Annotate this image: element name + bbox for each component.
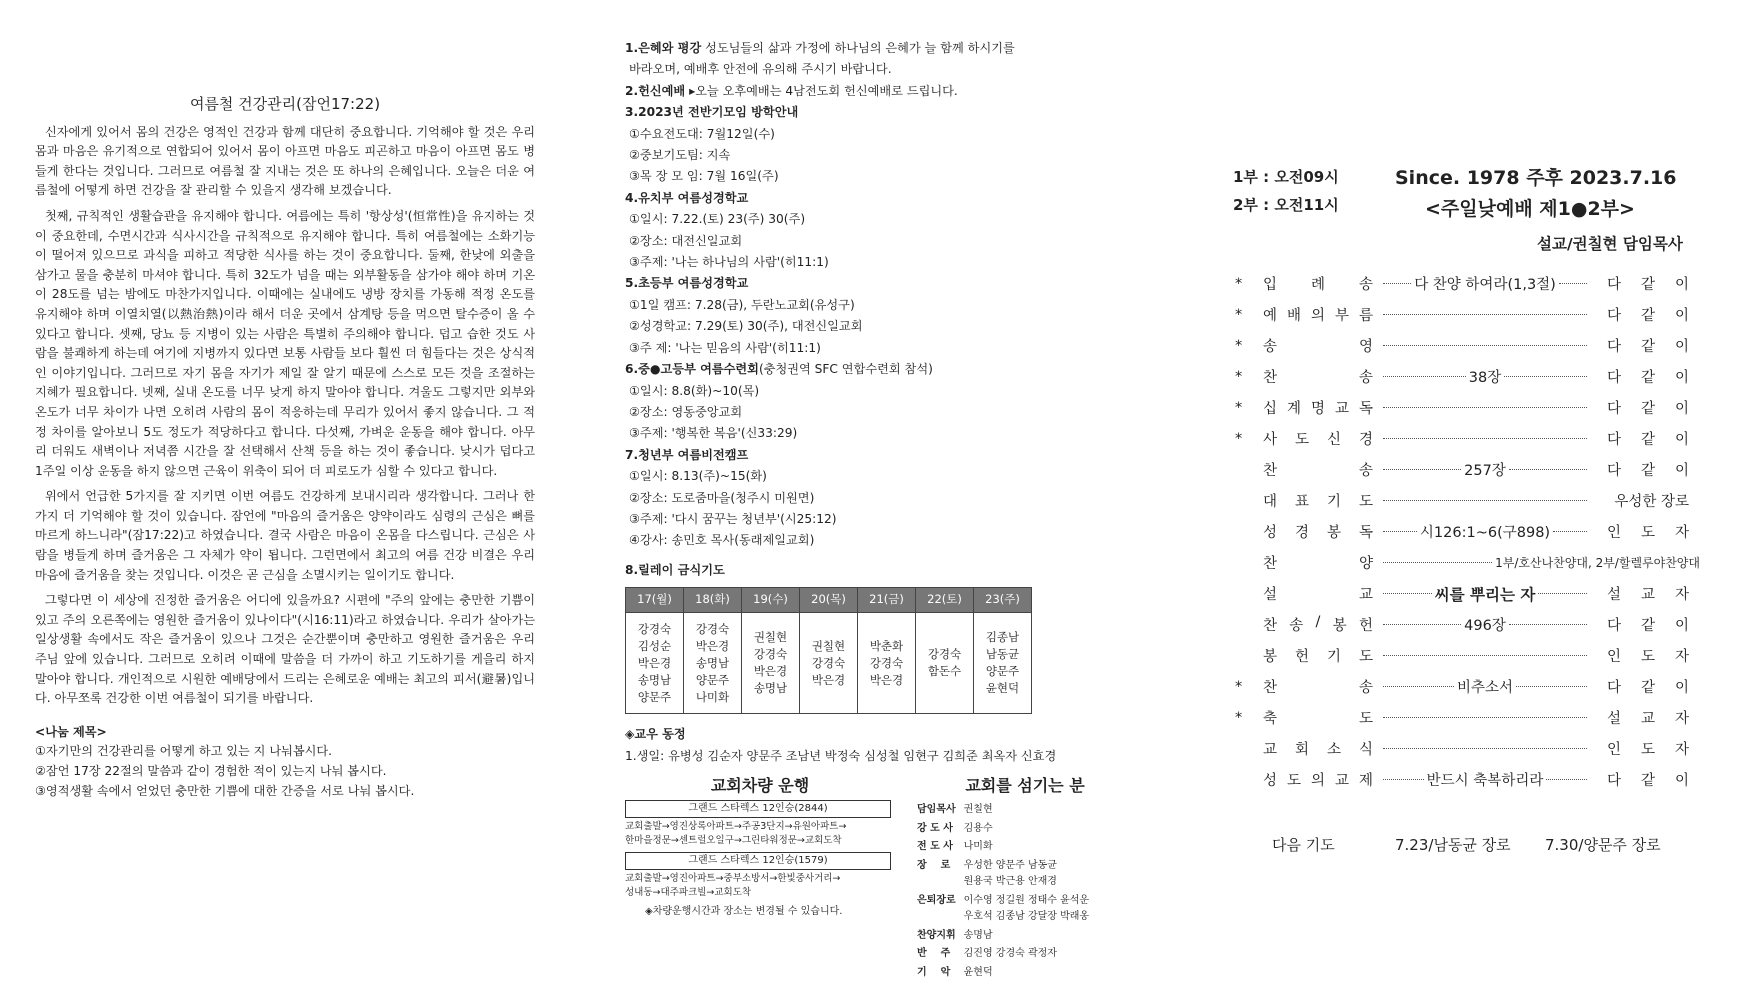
- order-item-detail-text: 시126:1~6(구898): [1419, 525, 1551, 541]
- minister-role: 강 도 사: [917, 822, 953, 834]
- relay-day-header: 23(주): [974, 588, 1032, 613]
- announcement-text: ▸오늘 오후예배는 4남전도회 헌신예배로 드립니다.: [685, 83, 958, 98]
- announcement-heading: 2.헌신예배: [625, 83, 686, 98]
- announcement-text: ④강사: 송민호 목사(동래제일교회): [629, 533, 815, 548]
- announcement-text: 성도님들의 삶과 가정에 하나님의 은혜가 늘 함께 하시기를: [701, 41, 1015, 55]
- news-line: 1.생일: 유병성 김순자 양문주 조남년 박정숙 심성철 임현구 김희준 최옥자 신효경: [625, 748, 1057, 763]
- order-item-leader: 다 같 이: [1607, 308, 1689, 324]
- order-item-leader: 인 도 자: [1607, 742, 1689, 758]
- minister-names: 나미화: [963, 841, 993, 853]
- preacher: 설교/권칠현 담임목사: [1537, 235, 1683, 253]
- order-item-detail: [1380, 273, 1590, 294]
- order-row: [1235, 609, 1695, 640]
- order-row: [1235, 702, 1695, 733]
- vehicle-title: 교회차량 운행: [710, 775, 810, 795]
- order-item-name: 찬 송: [1263, 680, 1373, 696]
- minister-names: 윤현덕: [963, 966, 993, 978]
- stand-marker: *: [1235, 430, 1243, 447]
- announcement-text: ②성경학교: 7.29(토) 30(주), 대전신일교회: [629, 319, 863, 334]
- order-item-detail: [1380, 521, 1590, 542]
- question-item: ②잠언 17장 22절의 말씀과 같이 경험한 적이 있는지 나눠 봅시다.: [35, 764, 387, 778]
- order-item-detail: [1380, 314, 1590, 315]
- minister-names: 송명남: [963, 929, 993, 941]
- relay-day-header: 19(수): [742, 588, 800, 613]
- vehicle-header: 그랜드 스타렉스 12인승(2844): [625, 800, 891, 818]
- ministers-table: [915, 800, 1097, 983]
- announcement-line: [625, 102, 1145, 123]
- order-item-leader: 다 같 이: [1607, 401, 1689, 417]
- order-item-detail: [1380, 614, 1590, 635]
- order-row: [1235, 299, 1695, 330]
- announcement-text: ①일시: 8.13(주)~15(화): [629, 469, 767, 484]
- bottom-boxes: [625, 775, 1145, 978]
- announcement-text: ①수요전도대: 7월12일(수): [629, 126, 775, 141]
- announcement-text: ①일시: 8.8(화)~10(목): [629, 383, 760, 398]
- order-item-name: 교 회 소 식: [1263, 742, 1373, 758]
- order-row: [1235, 733, 1695, 764]
- minister-names: 김용수: [963, 822, 993, 834]
- minister-names: 이수영 정길원 정태수 윤석운 우호석 김종남 강달장 박래옹: [963, 894, 1090, 923]
- next-prayer-label: 다음 기도: [1272, 836, 1335, 854]
- announcement-line: [625, 231, 1145, 252]
- article-paragraph: 신자에게 있어서 몸의 건강은 영적인 건강과 함께 대단히 중요합니다. 기억해야 할 것은 우리 몸과 마음은 유기적으로 연합되어 있어서 몸이 아프면 마음도 피곤하고 마음이 아프면 몸도 병들게 한다는 것입니다. 그러므로 여름철 잘 지내는 것은 또 하나의 은혜입니다. 오늘은 더운 여름철에 어떻게 하면 건강을 잘 관리할 수 있을지 생각해 보겠습니다.: [35, 124, 535, 198]
- minister-role: 장 로: [917, 859, 951, 871]
- order-item-name: 봉 헌 기 도: [1263, 649, 1373, 665]
- order-item-name: 성 경 봉 독: [1263, 525, 1373, 541]
- order-row: [1235, 578, 1695, 609]
- order-item-leader: 다 같 이: [1607, 370, 1689, 386]
- order-item-name: 사 도 신 경: [1263, 432, 1373, 448]
- stand-marker: *: [1235, 275, 1243, 292]
- minister-role: 기 악: [917, 966, 951, 978]
- ministers-section: [915, 775, 1135, 983]
- announcement-line: [625, 488, 1145, 509]
- announcement-line: [625, 445, 1145, 466]
- order-item-detail: [1380, 676, 1590, 697]
- order-item-detail: [1380, 769, 1590, 790]
- relay-names-cell: 강경숙 박은경 송명남 양문주 나미화: [684, 613, 742, 714]
- order-of-worship: [1235, 268, 1700, 795]
- order-item-leader: 다 같 이: [1607, 680, 1689, 696]
- announcement-line: [625, 59, 1145, 80]
- minister-role: 전 도 사: [917, 841, 953, 853]
- order-item-detail-text: 비추소서: [1456, 680, 1514, 696]
- relay-names-cell: 강경숙 김성순 박은경 송명남 양문주: [626, 613, 684, 714]
- relay-names-cell: 권칠현 강경숙 박은경 송명남: [742, 613, 800, 714]
- relay-names-cell: 김종남 남동균 양문주 윤현덕: [974, 613, 1032, 714]
- order-item-detail: [1380, 366, 1590, 387]
- order-item-detail: [1380, 500, 1590, 501]
- news-title: ◈교우 동정: [625, 727, 686, 742]
- minister-names: 김진영 강경숙 곽정자: [963, 948, 1057, 960]
- order-item-leader: 우성한 장로: [1614, 494, 1689, 510]
- minister-role: 은퇴장로: [917, 894, 956, 906]
- questions-title: <나눔 제목>: [35, 724, 107, 739]
- announcement-text: ③주제: '다시 꿈꾸는 청년부'(시25:12): [629, 511, 837, 526]
- announcement-text: ②중보기도팀: 지속: [629, 148, 731, 163]
- article-title: 여름철 건강관리(잠언17:22): [189, 95, 381, 113]
- order-row: [1235, 423, 1695, 454]
- order-item-leader: 설 교 자: [1607, 711, 1689, 727]
- order-row: [1235, 516, 1695, 547]
- relay-names-cell: 권칠현 강경숙 박은경: [800, 613, 858, 714]
- order-item-leader: 다 같 이: [1607, 463, 1689, 479]
- order-item-detail: [1380, 438, 1590, 439]
- order-item-leader: 다 같 이: [1607, 339, 1689, 355]
- order-item-detail: [1380, 407, 1590, 408]
- announcement-text: 바라오며, 예배후 안전에 유의해 주시기 바랍니다.: [629, 62, 892, 77]
- service-time-1: 1부 : 오전09시: [1233, 168, 1339, 186]
- announcement-line: [625, 124, 1145, 145]
- announcement-line: [625, 381, 1145, 402]
- order-item-detail-text: 38장: [1468, 370, 1502, 386]
- announcement-line: [625, 252, 1145, 273]
- order-item-detail-text: 1부/호산나찬양대, 2부/할렐루야찬양대: [1495, 556, 1700, 570]
- order-item-detail: [1380, 554, 1700, 571]
- vehicle-header: 그랜드 스타렉스 12인승(1579): [625, 852, 891, 870]
- announcement-text: ①1일 캠프: 7.28(금), 두란노교회(유성구): [629, 297, 855, 312]
- order-item-name: 찬 송 / 봉 헌: [1263, 614, 1373, 634]
- order-item-detail: [1380, 345, 1590, 346]
- health-article: [35, 95, 535, 801]
- minister-role: 찬양지휘: [917, 929, 956, 941]
- order-item-detail: [1380, 748, 1590, 749]
- minister-names: 권칠현: [963, 804, 993, 816]
- order-item-name: 송 영: [1263, 339, 1373, 355]
- since-date: Since. 1978 주후 2023.7.16: [1395, 167, 1677, 189]
- article-paragraph: 첫째, 규칙적인 생활습관을 유지해야 합니다. 여름에는 특히 '항상성'(恒常性)을 유지하는 것이 중요한데, 수면시간과 식사시간을 규칙적으로 유지해야 합니다. 특히 여름철에는 소화기능이 떨어져 있으므로 과식을 피하고 적당한 식사를 하는 것이 중요합니다. 둘째, 한낮에 외출을 삼가고 물을 충분히 마셔야 합니다. 특히 32도가 넘을 때는 외부활동을 삼가야 해야 하며 기온이 28도를 넘는 밤에도 마찬가지입니다. 이때에는 실내에도 냉방 장치를 가동해 적정 온도를 유지해야 하며 이열치열(以熱治熱)이라 해서 더운 곳에서 삼계탕 등을 먹으면 탈수증이 올 수 있다고 합니다. 셋째, 당뇨 등 지병이 있는 사람은 특별히 주의해야 합니다. 덥고 습한 것도 사람을 불쾌하게 하는데 여기에 지병까지 있다면 보통 사람들 보다 훨씬 더 힘들다는 것은 상식적인 이야기입니다. 그러므로 자기 몸을 자기가 제일 잘 알기 때문에 스스로 모든 것을 조절하는 지혜가 필요합니다. 넷째, 실내 온도를 너무 낮게 하지 말아야 합니다. 겨울도 그렇지만 외부와 온도가 너무 차이가 나면 오히려 사람의 몸이 적응하는데 무리가 있어서 좋지 않습니다. 그 적정 차이를 알아보니 5도 정도가 적당하다고 합니다. 다섯째, 가벼운 운동을 해야 합니다. 아무리 더워도 새벽이나 저녁쯤 시간을 잘 선택해서 산책 등을 하는 것이 좋습니다. 낮시가 덥다고 1주일 이상 운동을 하지 않으면 근육이 위축이 되어 더 피로도가 심할 수 있다고 합니다.: [35, 208, 535, 478]
- announcement-heading: 6.중●고등부 여름수련회: [625, 362, 759, 377]
- announcement-line: [625, 423, 1145, 444]
- announcement-heading: 7.청년부 여름비전캠프: [625, 447, 749, 462]
- relay-day-header: 18(화): [684, 588, 742, 613]
- order-item-name: 축 도: [1263, 711, 1373, 727]
- relay-day-header: 21(금): [858, 588, 916, 613]
- order-item-name: 십 계 명 교 독: [1263, 401, 1373, 417]
- order-item-detail-text: 496장: [1464, 618, 1506, 634]
- announcement-line: [625, 273, 1145, 294]
- relay-day-header: 20(목): [800, 588, 858, 613]
- announcement-heading: 3.2023년 전반기모임 방학안내: [625, 105, 799, 120]
- announcement-line: [625, 338, 1145, 359]
- announcement-text: ③목 장 모 임: 7월 16일(주): [629, 169, 779, 184]
- article-paragraph: 그렇다면 이 세상에 진정한 즐거움은 어디에 있을까요? 시편에 "주의 앞에는 충만한 기쁨이 있고 주의 오른쪽에는 영원한 즐거움이 있나이다"(시16:11)라고 하였습니다. 우리가 살아가는 일상생활 속에서도 작은 즐거움이 있으나 그것은 순간뿐이며 충만하고 영원한 즐거움은 우리 주님 앞에 있습니다. 그러므로 오히려 이때에 말씀을 더 가까이 하고 기도하기를 게을리 하지 말아야 합니다. 개인적으로 시원한 예배당에서 드리는 은혜로운 예배는 최고의 피서(避暑)입니다. 아무쪼록 건강한 이번 여름철이 되기를 바랍니다.: [35, 593, 535, 706]
- service-title: <주일낮예배 제1●2부>: [1425, 198, 1635, 220]
- announcement-line: [625, 466, 1145, 487]
- minister-role: 담임목사: [917, 804, 956, 816]
- announcement-heading: 5.초등부 여름성경학교: [625, 276, 749, 291]
- order-item-detail: [1380, 717, 1590, 718]
- relay-names-cell: 박춘화 강경숙 박은경: [858, 613, 916, 714]
- vehicle-note: ◈차량운행시간과 장소는 변경될 수 있습니다.: [645, 906, 843, 918]
- question-item: ③영적생활 속에서 얻었던 충만한 기쁨에 대한 간증을 서로 나눠 봅시다.: [35, 783, 415, 798]
- order-row: [1235, 640, 1695, 671]
- announcement-line: [625, 295, 1145, 316]
- order-item-detail: [1380, 459, 1590, 480]
- order-item-name: 찬 송: [1263, 463, 1373, 479]
- relay-title: 8.릴레이 금식기도: [625, 562, 725, 577]
- order-row: [1235, 764, 1695, 795]
- order-item-leader: 다 같 이: [1607, 618, 1689, 634]
- announcement-line: [625, 359, 1145, 380]
- next-prayer-1: 7.23/남동균 장로: [1395, 836, 1511, 854]
- stand-marker: *: [1235, 368, 1243, 385]
- announcement-text: ③주 제: '나는 믿음의 사람'(히11:1): [629, 340, 821, 355]
- question-item: ①자기만의 건강관리를 어떻게 하고 있는 지 나눠봅시다.: [35, 744, 333, 759]
- announcement-text: ③주제: '나는 하나님의 사람'(히11:1): [629, 255, 829, 270]
- announcement-line: [625, 209, 1145, 230]
- vehicle-route: 교회출발→영진상록아파트→주공3단지→유원아파트→ 한마을정문→센트럴오일구→그린타워정문→교회도착: [625, 821, 847, 847]
- minister-names: 우성한 양문주 남동균 원용국 박근용 안재경: [963, 859, 1057, 888]
- order-row: [1235, 392, 1695, 423]
- stand-marker: *: [1235, 399, 1243, 416]
- announcement-text: (충청권역 SFC 연합수련회 참석): [758, 362, 933, 377]
- announcement-heading: 1.은혜와 평강: [625, 41, 702, 55]
- order-item-detail-text: 반드시 축복하리라: [1426, 773, 1544, 789]
- relay-names-cell: 강경숙 함돈수: [916, 613, 974, 714]
- announcement-text: ②장소: 영동중앙교회: [629, 404, 743, 419]
- next-prayer-2: 7.30/양문주 장로: [1545, 836, 1661, 854]
- minister-role: 반 주: [917, 948, 951, 960]
- announcement-text: ②장소: 대전신일교회: [629, 233, 743, 248]
- order-item-name: 찬 양: [1263, 556, 1373, 572]
- relay-prayer-table: [625, 587, 1032, 714]
- vehicle-section: [625, 775, 895, 919]
- order-item-leader: 다 같 이: [1607, 773, 1689, 789]
- announcements: [625, 38, 1145, 978]
- announcement-line: [625, 316, 1145, 337]
- order-row: [1235, 268, 1695, 299]
- order-item-name: 입 례 송: [1263, 277, 1373, 293]
- announcement-text: ②장소: 도로줌마을(청주시 미원면): [629, 490, 815, 505]
- order-item-leader: 다 같 이: [1607, 277, 1689, 293]
- order-item-leader: 인 도 자: [1607, 525, 1689, 541]
- announcement-text: ③주제: '행복한 복음'(신33:29): [629, 426, 798, 441]
- order-item-detail-text: 257장: [1464, 463, 1506, 479]
- order-item-detail: [1380, 583, 1590, 605]
- stand-marker: *: [1235, 709, 1243, 726]
- order-row: [1235, 330, 1695, 361]
- service-time-2: 2부 : 오전11시: [1233, 196, 1339, 214]
- order-item-name: 대 표 기 도: [1263, 494, 1373, 510]
- order-row: [1235, 547, 1700, 578]
- vehicle-route: 교회출발→영진아파트→중부소방서→한빛중사거리→ 성내동→대주파크빌→교회도착: [625, 873, 841, 899]
- ministers-title: 교회를 섬기는 분: [965, 775, 1085, 795]
- order-row: [1235, 671, 1695, 702]
- article-paragraph: 위에서 언급한 5가지를 잘 지키면 이번 여름도 건강하게 보내시리라 생각합니다. 그러나 한 가지 더 기억해야 할 것이 있습니다. 잠언에 "마음의 즐거움은 양약이라도 심령의 근심은 뼈를 마르게 하느니라"(잠17:22)고 하였습니다. 결국 사람은 마음이 온몸을 다스립니다. 근심은 사람을 병들게 하며 즐거움은 그 자체가 약이 됩니다. 그런면에서 최고의 여름 건강 비결은 우리 마음에 즐거움을 찾는 것입니다. 이것은 곧 근심을 소멸시키는 일이기도 합니다.: [35, 489, 535, 582]
- order-row: [1235, 361, 1695, 392]
- order-item-detail-text: 다 찬양 하여라(1,3절): [1414, 277, 1556, 293]
- order-item-leader: 인 도 자: [1607, 649, 1689, 665]
- order-item-name: 성 도 의 교 제: [1263, 773, 1373, 789]
- order-item-name: 찬 송: [1263, 370, 1373, 386]
- announcement-line: [625, 509, 1145, 530]
- relay-day-header: 17(월): [626, 588, 684, 613]
- relay-day-header: 22(토): [916, 588, 974, 613]
- announcement-line: [625, 145, 1145, 166]
- order-item-name: 설 교: [1263, 587, 1373, 603]
- announcement-list: [625, 38, 1145, 552]
- order-item-detail-text: 씨를 뿌리는 자: [1434, 585, 1536, 604]
- announcement-line: [625, 81, 1145, 102]
- order-item-name: 예 배 의 부 름: [1263, 308, 1373, 324]
- order-item-leader: 다 같 이: [1607, 432, 1689, 448]
- announcement-line: [625, 188, 1145, 209]
- announcement-text: ①일시: 7.22.(토) 23(주) 30(주): [629, 212, 806, 227]
- announcement-heading: 4.유치부 여름성경학교: [625, 190, 749, 205]
- announcement-line: [625, 38, 1145, 59]
- stand-marker: *: [1235, 678, 1243, 695]
- order-item-leader: 설 교 자: [1607, 587, 1689, 603]
- order-row: [1235, 485, 1695, 516]
- stand-marker: *: [1235, 337, 1243, 354]
- order-row: [1235, 454, 1695, 485]
- order-item-detail: [1380, 655, 1590, 656]
- stand-marker: *: [1235, 306, 1243, 323]
- announcement-line: [625, 530, 1145, 551]
- announcement-line: [625, 402, 1145, 423]
- announcement-line: [625, 166, 1145, 187]
